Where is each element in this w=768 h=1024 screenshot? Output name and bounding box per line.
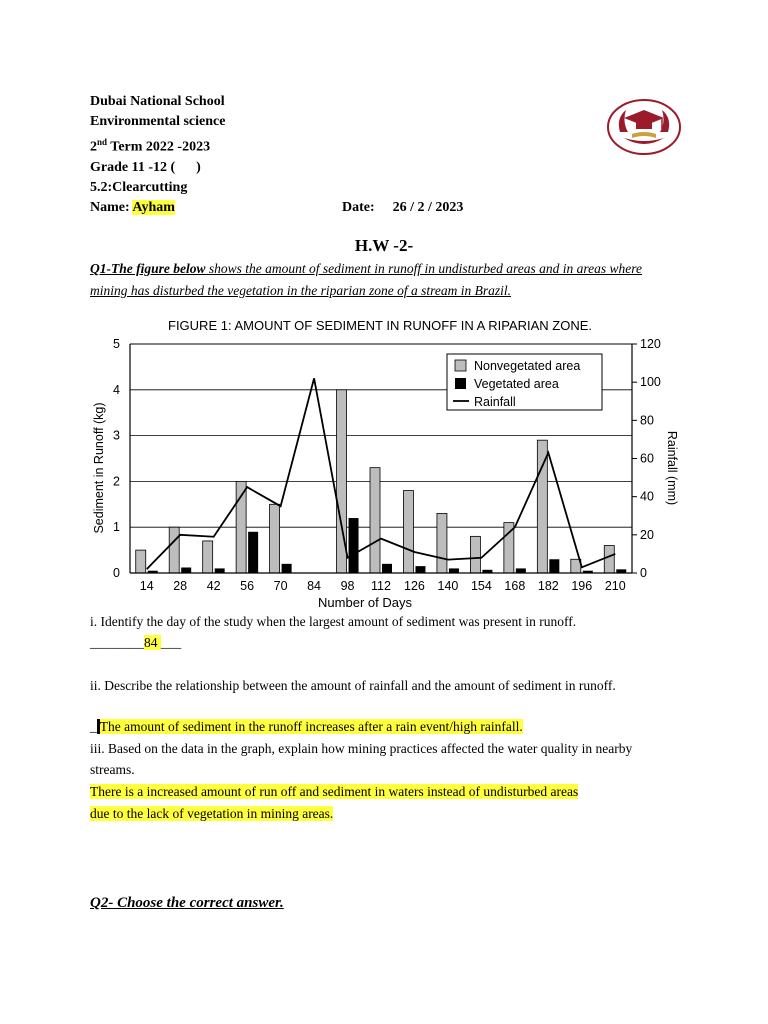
question-i-answer: 84 [144, 635, 161, 650]
y2-tick-label: 60 [640, 451, 654, 466]
x-tick-label: 42 [206, 579, 221, 593]
y-tick-label: 2 [113, 474, 120, 489]
x-tick-label: 98 [340, 579, 355, 593]
student-name-row [90, 200, 175, 216]
term-years: Term 2022 -2023 [107, 139, 211, 155]
vegetated-bar [248, 532, 258, 573]
date-label: Date: [342, 200, 375, 215]
x-tick-label: 140 [437, 579, 459, 593]
student-name: Ayham [132, 200, 175, 215]
legend-swatch-nonvegetated [455, 360, 466, 371]
x-tick-label: 196 [571, 579, 593, 593]
x-tick-label: 210 [604, 579, 626, 593]
y2-tick-label: 100 [640, 375, 661, 390]
x-tick-label: 126 [404, 579, 425, 593]
y-tick-label: 3 [113, 428, 120, 443]
question-iii-text: iii. Based on the data in the graph, explain how mining practices affected the water quality in nearby streams. [90, 741, 633, 777]
legend-swatch-vegetated [455, 378, 466, 389]
y2-tick-label: 80 [640, 413, 654, 428]
question-iii-answer-line-1 [90, 781, 680, 802]
vegetated-bar [282, 564, 292, 573]
answer-blank-before: ________ [90, 635, 144, 650]
x-tick-label: 182 [537, 579, 559, 593]
nonvegetated-bar [604, 546, 614, 573]
y2-tick-label: 40 [640, 489, 654, 504]
answer-marker: _ [90, 719, 97, 734]
y-tick-label: 0 [113, 566, 120, 580]
question-2-title: Q2- Choose the correct answer. [90, 895, 284, 911]
nonvegetated-bar [169, 527, 179, 573]
date-row [342, 200, 463, 216]
school-name: Dubai National School [90, 94, 225, 109]
question-i-answer-line [90, 632, 680, 653]
question-iii-answer-part-1: There is a increased amount of run off and sediment in waters instead of undisturbed areas [90, 784, 579, 799]
question-ii-answer-line [90, 716, 680, 737]
legend-label-rainfall: Rainfall [474, 395, 516, 409]
vegetated-bar [549, 559, 559, 573]
lesson-line: 5.2:Clearcutting [90, 179, 188, 195]
x-tick-label: 84 [307, 579, 322, 593]
question-1-text: shows the amount of sediment in runoff in undisturbed areas and in areas where mining has disturbed the vegetation in the riparian zone of a stream in Brazil. [90, 261, 642, 298]
school-header [90, 92, 225, 198]
term-number: 2 [90, 139, 97, 155]
x-tick-label: 56 [240, 579, 255, 593]
y2-tick-label: 120 [640, 337, 661, 351]
question-1-prompt [90, 258, 670, 302]
subject-name: Environmental science [90, 114, 226, 129]
x-axis-label: Number of Days [318, 595, 412, 610]
x-tick-label: 14 [139, 579, 154, 593]
y-tick-label: 4 [113, 382, 120, 397]
nonvegetated-bar [136, 550, 146, 573]
vegetated-bar [382, 564, 392, 573]
y2-axis-label: Rainfall (mm) [665, 430, 679, 506]
vegetated-bar [516, 568, 526, 573]
grade-line: Grade 11 -12 ( ) [90, 159, 201, 175]
legend-label-vegetated: Vegetated area [474, 377, 559, 391]
question-ii-text: ii. Describe the relationship between the amount of rainfall and the amount of sediment in runoff. [90, 678, 616, 693]
term-ordinal: nd [97, 137, 108, 147]
school-logo-icon [606, 98, 682, 156]
sediment-runoff-chart [84, 310, 684, 614]
name-label: Name: [90, 200, 130, 215]
question-iii-answer-line-2 [90, 803, 680, 824]
question-iii-answer-part-2: due to the lack of vegetation in mining areas. [90, 806, 334, 821]
x-tick-label: 112 [371, 579, 391, 593]
vegetated-bar [415, 566, 425, 573]
question-1-label: Q1-The figure below [90, 261, 206, 276]
nonvegetated-bar [437, 513, 447, 573]
chart-title: FIGURE 1: AMOUNT OF SEDIMENT IN RUNOFF IN A RIPARIAN ZONE. [168, 318, 592, 333]
y-axis-label: Sediment in Runoff (kg) [92, 402, 106, 534]
x-tick-label: 28 [173, 579, 188, 593]
y-tick-label: 1 [113, 520, 120, 535]
y-tick-label: 5 [113, 337, 120, 351]
nonvegetated-bar [203, 541, 213, 573]
answer-blank-after: ___ [160, 635, 182, 650]
nonvegetated-bar [370, 468, 380, 573]
x-tick-label: 154 [470, 579, 492, 593]
date-value: 26 / 2 / 2023 [392, 200, 464, 215]
vegetated-bar [349, 518, 359, 573]
y2-tick-label: 20 [640, 527, 654, 542]
x-tick-label: 70 [273, 579, 288, 593]
x-tick-label: 168 [504, 579, 526, 593]
nonvegetated-bar [470, 536, 480, 573]
nonvegetated-bar [270, 504, 280, 573]
homework-title: H.W -2- [354, 236, 414, 255]
term-line [90, 132, 225, 158]
vegetated-bar [181, 568, 191, 573]
vegetated-bar [215, 568, 225, 573]
question-i-text: i. Identify the day of the study when the largest amount of sediment was present in runoff. [90, 614, 577, 629]
vegetated-bar [449, 568, 459, 573]
question-ii-answer: The amount of sediment in the runoff increases after a rain event/high rainfall. [97, 719, 523, 734]
legend-label-nonvegetated: Nonvegetated area [474, 359, 581, 373]
nonvegetated-bar [403, 491, 413, 573]
y2-tick-label: 0 [640, 566, 647, 580]
